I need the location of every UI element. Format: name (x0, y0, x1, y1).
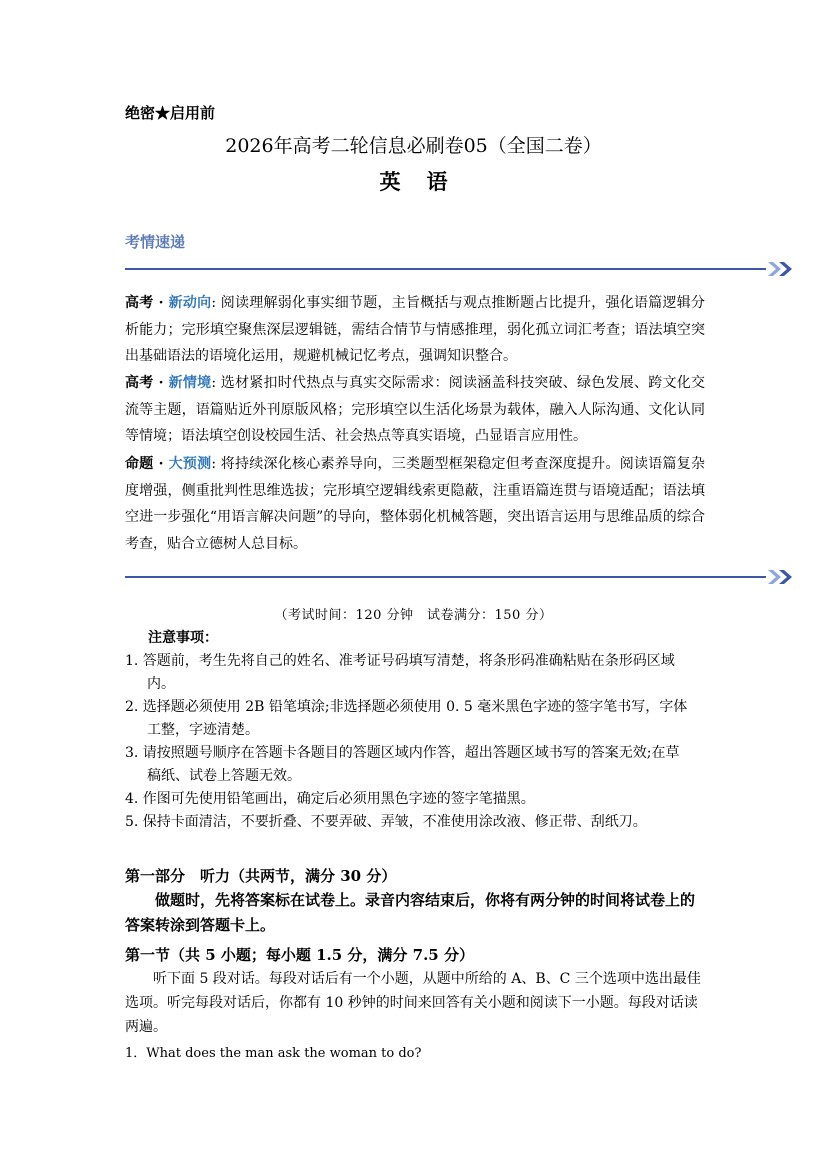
overview-heading: 考情速递 (125, 233, 186, 251)
overview-label: 新情境 (168, 375, 212, 391)
note-text: 3. 请按照题号顺序在答题卡各题目的答题区域内作答，超出答题区域书写的答案无效;在草 (125, 745, 680, 761)
overview-prefix: 命题 · (125, 456, 169, 472)
overview-text: : 将持续深化核心素养导向，三类题型框架稳定但考查深度提升。阅读语篇复杂度增强，侧重批判性思维选拔；完形填空逻辑线索更隐蔽，注重语篇连贯与语境适配；语法填空进一步强化“用语言解决问题”的导向，整体弱化机械答题，突出语言运用与思维品质的综合考查，贴合立德树人总目标。 (125, 456, 706, 552)
overview-prefix: 高考 · (125, 375, 169, 391)
note-text: 5. 保持卡面清洁，不要折叠、不要弄破、弄皱，不准使用涂改液、修正带、刮纸刀。 (125, 814, 647, 830)
exam-time-info: （考试时间：120 分钟 试卷满分：150 分） (274, 608, 553, 623)
question-1: 1．What does the man ask the woman to do? (125, 1046, 422, 1061)
notes-title: 注意事项： (148, 630, 218, 646)
subject-title: 英语 (379, 169, 474, 194)
note-continuation: 稿纸、试卷上答题无效。 (147, 768, 301, 784)
section1-description: 听下面 5 段对话。每段对话后有一个小题，从题中所给的 A、B、C 三个选项中选出最佳选项。听完每段对话后，你都有 10 秒钟的时间来回答有关小题和阅读下一小题。每段对话读两遍。 (125, 971, 701, 1035)
note-text: 1. 答题前，考生先将自己的姓名、准考证号码填写清楚，将条形码准确粘贴在条形码区域 (125, 653, 675, 669)
note-continuation: 内。 (147, 676, 175, 692)
part1-heading: 第一部分 听力（共两节，满分 30 分） (125, 867, 397, 885)
overview-text: : 选材紧扣时代热点与真实交际需求：阅读涵盖科技突破、绿色发展、跨文化交流等主题，语篇贴近外刊原版风格；完形填空以生活化场景为载体，融入人际沟通、文化认同等情境；语法填空创设校园生活、社会热点等真实语境，凸显语言应用性。 (125, 375, 706, 444)
note-text: 4. 作图可先使用铅笔画出，确定后必须用黑色字迹的签字笔描黑。 (125, 791, 535, 807)
overview-text: : 阅读理解弱化事实细节题，主旨概括与观点推断题占比提升，强化语篇逻辑分析能力；完形填空聚焦深层逻辑链，需结合情节与情感推理，弱化孤立词汇考查；语法填空突出基础语法的语境化运用，规避机械记忆考点，强调知识整合。 (125, 295, 706, 364)
note-item (125, 650, 705, 696)
overview-item (125, 370, 705, 450)
overview-label: 新动向 (168, 295, 212, 311)
note-item (125, 788, 705, 811)
notes-list (125, 650, 705, 834)
paper-title: 2026年高考二轮信息必刷卷05（全国二卷） (225, 135, 602, 157)
divider-line (125, 576, 766, 578)
divider-line (125, 268, 766, 270)
note-item (125, 696, 705, 742)
overview-prefix: 高考 · (125, 295, 169, 311)
double-chevron-icon (766, 260, 802, 278)
note-item (125, 811, 705, 834)
double-chevron-icon (766, 568, 802, 586)
note-text: 2. 选择题必须使用 2B 铅笔填涂;非选择题必须使用 0. 5 毫米黑色字迹的签字笔书写，字体 (125, 699, 688, 715)
overview-label: 大预测 (168, 456, 212, 472)
overview-item (125, 290, 705, 370)
overview-item (125, 451, 705, 557)
section1-heading: 第一节（共 5 小题；每小题 1.5 分，满分 7.5 分） (125, 946, 474, 964)
part1-description: 做题时，先将答案标在试卷上。录音内容结束后，你将有两分钟的时间将试卷上的答案转涂到答题卡上。 (125, 891, 696, 934)
confidential-mark: 绝密★启用前 (125, 104, 216, 122)
note-continuation: 工整，字迹清楚。 (147, 722, 259, 738)
note-item (125, 742, 705, 788)
